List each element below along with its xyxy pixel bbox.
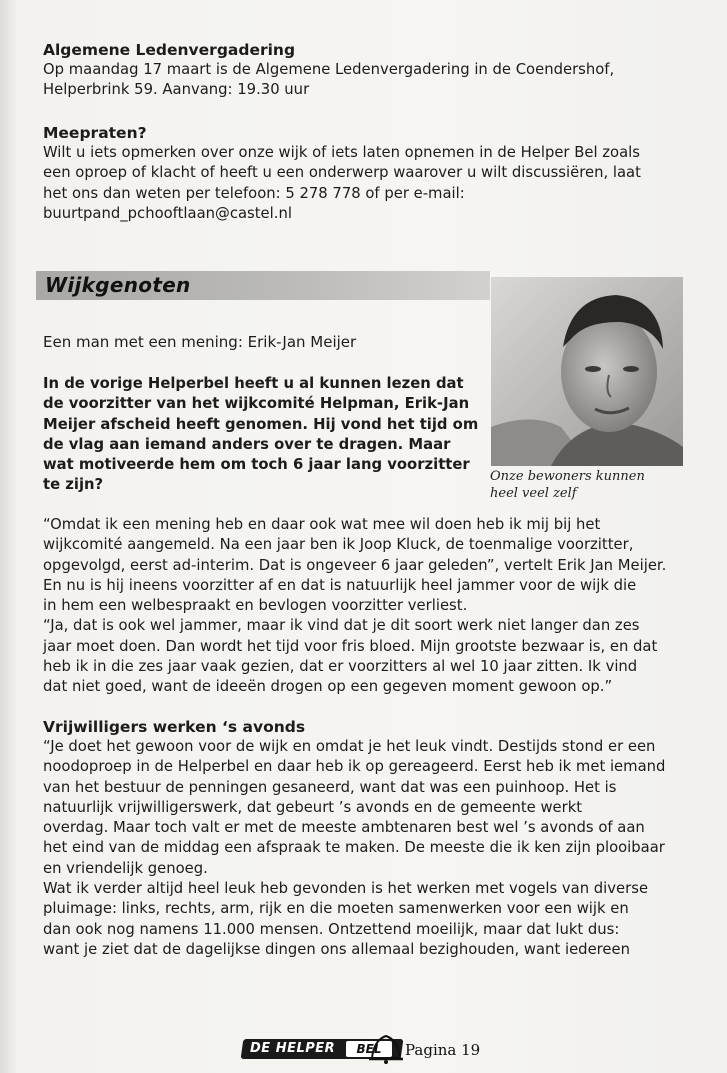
text-line: van het bestuur de penningen gesaneerd, want dat was een puinhoop. Het is <box>43 778 617 796</box>
logo-bel-text: BEL <box>346 1041 392 1057</box>
text-line: want je ziet dat de dagelijkse dingen ons allemaal bezighouden, want iedereen <box>43 940 631 958</box>
text-line: te zijn? <box>43 476 104 494</box>
text-line: en vriendelijk genoeg. <box>43 859 208 877</box>
body-paragraph <box>43 737 679 960</box>
text-line: noodoproep in de Helperbel en daar heb ik op gereageerd. Eerst heb ik met iemand <box>43 758 666 776</box>
text-line: Op maandag 17 maart is de Algemene Ledenvergadering in de Coendershof, <box>43 61 615 78</box>
text-line: Meijer afscheid heeft genomen. Hij vond het tijd om <box>43 415 479 433</box>
photo-caption <box>490 468 685 502</box>
text-line: de voorzitter van het wijkcomité Helpman, Erik-Jan <box>43 395 470 413</box>
text-line: Helperbrink 59. Aanvang: 19.30 uur <box>43 81 310 99</box>
text-line: “Je doet het gewoon voor de wijk en omdat je het leuk vindt. Destijds stond er een <box>43 738 656 755</box>
page-number: Pagina 19 <box>405 1041 481 1059</box>
email-address: buurtpand_pchooftlaan@castel.nl <box>43 204 292 222</box>
text-line: En nu is hij ineens voorzitter af en dat is natuurlijk heel jammer voor de wijk die <box>43 576 637 594</box>
text-line: “Omdat ik een mening heb en daar ook wat mee wil doen heb ik mij bij het <box>43 516 601 533</box>
text-line: natuurlijk vrijwilligerswerk, dat gebeurt ’s avonds en de gemeente werkt <box>43 798 583 816</box>
text-line: het eind van de middag een afspraak te maken. De meeste die ik ken zijn plooibaar <box>43 839 665 857</box>
meeting-notice <box>43 40 679 101</box>
text-line: wat motiveerde hem om toch 6 jaar lang voorzitter <box>43 456 470 474</box>
article-subtitle: Een man met een mening: Erik-Jan Meijer <box>43 333 357 351</box>
vrijwilligers-section <box>43 717 679 960</box>
text-line: opgevolgd, eerst ad-interim. Dat is ongeveer 6 jaar geleden”, vertelt Erik Jan Meijer. <box>43 556 667 574</box>
text-line: jaar moet doen. Dan wordt het tijd voor fris bloed. Mijn grootste bezwaar is, en dat <box>43 637 658 655</box>
text-line: dan ook nog namens 11.000 mensen. Ontzettend moeilijk, maar dat lukt dus: <box>43 920 620 938</box>
text-line: heb ik in die zes jaar vaak gezien, dat er voorzitters al wel 10 jaar zitten. Ik vind <box>43 658 638 676</box>
caption-line: Onze bewoners kunnen <box>490 469 645 484</box>
text-line: Wat ik verder altijd heel leuk heb gevonden is het werken met vogels van diverse <box>43 880 649 898</box>
meeting-heading: Algemene Ledenvergadering <box>43 41 296 59</box>
body-paragraph <box>43 515 679 698</box>
text-line: Wilt u iets opmerken over onze wijk of iets laten opnemen in de Helper Bel zoals <box>43 144 640 161</box>
text-line: de vlag aan iemand anders over te dragen. Maar <box>43 435 451 453</box>
bell-icon <box>364 1032 408 1064</box>
text-line: het ons dan weten per telefoon: 5 278 778 of per e-mail: <box>43 184 465 202</box>
portrait-photo <box>491 277 683 466</box>
meepraten-notice <box>43 123 679 224</box>
text-line: een oproep of klacht of heeft u een onderwerp waarover u wilt discussiëren, laat <box>43 164 641 182</box>
vrijwilligers-heading: Vrijwilligers werken ‘s avonds <box>43 718 306 736</box>
section-title: Wijkgenoten <box>45 273 191 297</box>
text-line: pluimage: links, rechts, arm, rijk en die moeten samenwerken voor een wijk en <box>43 900 629 918</box>
logo-text: DE HELPER <box>250 1041 336 1056</box>
text-line: “Ja, dat is ook wel jammer, maar ik vind dat je dit soort werk niet langer dan zes <box>43 617 640 635</box>
portrait-illustration <box>491 277 683 466</box>
text-line: In de vorige Helperbel heeft u al kunnen lezen dat <box>43 375 464 392</box>
text-line: overdag. Maar toch valt er met de meeste ambtenaren best wel ’s avonds of aan <box>43 819 645 837</box>
meeting-text <box>43 60 679 101</box>
article-body-1 <box>43 515 679 698</box>
text-line: dat niet goed, want de ideeën drogen op een gegeven moment gewoon op.” <box>43 678 613 696</box>
text-line: wijkcomité aangemeld. Na een jaar ben ik Joop Kluck, de toenmalige voorzitter, <box>43 536 634 554</box>
page-footer <box>242 1032 502 1062</box>
caption-line: heel veel zelf <box>490 486 577 501</box>
article-intro <box>43 374 483 496</box>
meepraten-heading: Meepraten? <box>43 124 147 142</box>
meepraten-text <box>43 143 679 224</box>
text-line: in hem een welbespraakt en bevlogen voorzitter verliest. <box>43 597 468 615</box>
